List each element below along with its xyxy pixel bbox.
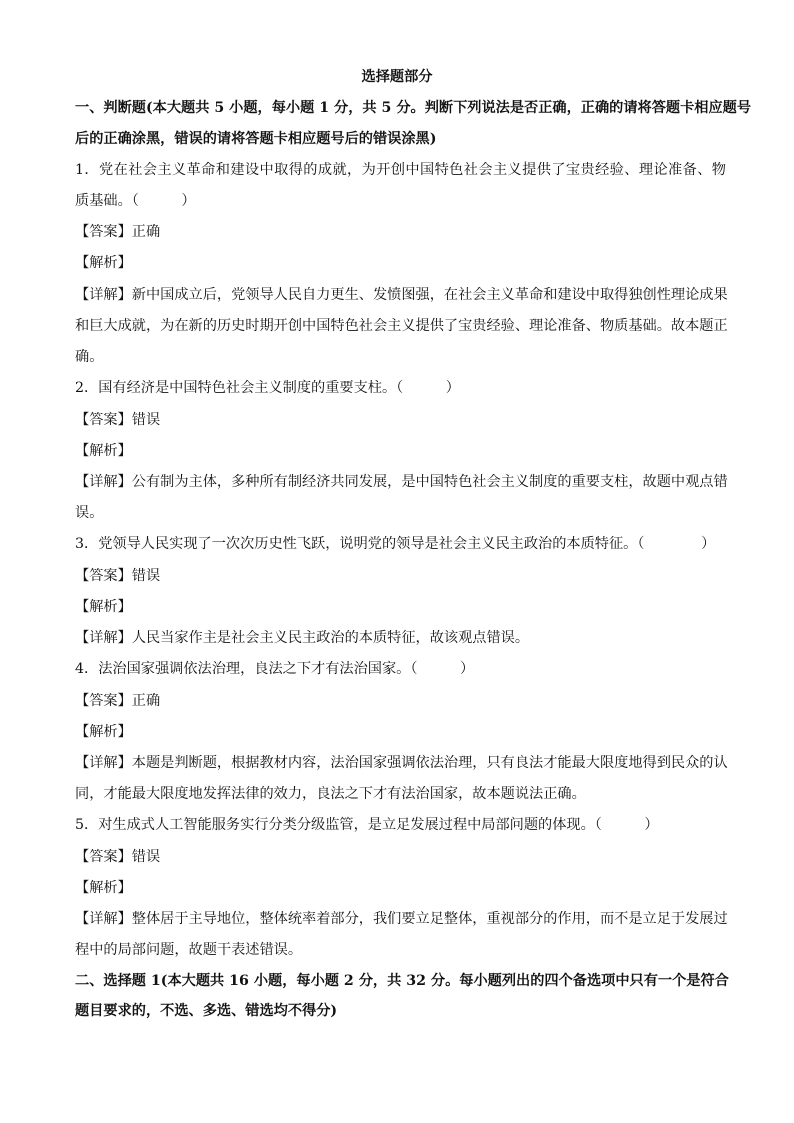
question-2-detail-line1 [75, 470, 726, 494]
question-1-stem-line1: 1．党在社会主义革命和建设中取得的成就，为开创中国特色社会主义提供了宝贵经验、理论准备、物 [75, 162, 726, 178]
detail-tag: 【详解】 [75, 287, 132, 303]
question-3-analysis-tag: 【解析】 [75, 599, 132, 615]
answer-tag: 【答案】 [75, 568, 132, 584]
section2-heading-line2: 题目要求的，不选、多选、错选均不得分) [75, 1003, 338, 1019]
detail-tag: 【详解】 [75, 755, 132, 771]
question-1-detail-line1 [75, 283, 726, 307]
question-3-detail-line1 [75, 626, 726, 650]
question-1-answer [75, 220, 726, 244]
question-4-detail-line2: 同，才能最大限度地发挥法律的效力，良法之下才有法治国家，故本题说法正确。 [75, 786, 586, 802]
answer-value: 错误 [131, 849, 161, 865]
detail-tag: 【详解】 [75, 474, 132, 490]
question-5-detail-line1 [75, 907, 726, 931]
answer-tag: 【答案】 [75, 412, 132, 428]
question-3-answer [75, 564, 726, 588]
detail-text: 整体居于主导地位，整体统率着部分，我们要立足整体，重视部分的作用，而不是立足于发展过 [131, 911, 728, 927]
section1-heading-line1: 一、判断题(本大题共 5 小题，每小题 1 分，共 5 分。判断下列说法是否正确，正确的请将答题卡相应题号 [75, 100, 752, 116]
answer-tag: 【答案】 [75, 849, 132, 865]
detail-text: 本题是判断题，根据教材内容，法治国家强调依法治理，只有良法才能最大限度地得到民众的认 [131, 755, 728, 771]
question-5-detail-line2: 程中的局部问题，故题干表述错误。 [75, 942, 303, 958]
section1-heading-line2: 后的正确涂黑，错误的请将答题卡相应题号后的错误涂黑) [75, 131, 437, 147]
question-5-answer [75, 845, 726, 869]
detail-text: 公有制为主体，多种所有制经济共同发展，是中国特色社会主义制度的重要支柱，故题中观点错 [131, 474, 728, 490]
question-1-stem-line2: 质基础。（ ） [75, 193, 196, 209]
page-title: 选择题部分 [361, 69, 433, 85]
answer-tag: 【答案】 [75, 693, 132, 709]
answer-value: 错误 [131, 568, 161, 584]
detail-text: 人民当家作主是社会主义民主政治的本质特征，故该观点错误。 [131, 630, 530, 646]
question-1-detail-line3: 确。 [75, 349, 104, 365]
question-4-analysis-tag: 【解析】 [75, 724, 132, 740]
question-1-analysis-tag: 【解析】 [75, 255, 132, 271]
detail-tag: 【详解】 [75, 911, 132, 927]
question-1-detail-line2: 和巨大成就，为在新的历史时期开创中国特色社会主义提供了宝贵经验、理论准备、物质基础。故本题正 [75, 318, 728, 334]
section2-heading-line1: 二、选择题 1(本大题共 16 小题，每小题 2 分，共 32 分。每小题列出的四个备选项中只有一个是符合 [75, 973, 729, 989]
question-2-stem: 2．国有经济是中国特色社会主义制度的重要支柱。（ ） [75, 380, 460, 396]
question-2-analysis-tag: 【解析】 [75, 443, 132, 459]
answer-tag: 【答案】 [75, 224, 132, 240]
question-2-detail-line2: 误。 [75, 505, 104, 521]
question-4-stem: 4．法治国家强调依法治理，良法之下才有法治国家。（ ） [75, 661, 475, 677]
question-4-detail-line1 [75, 751, 726, 775]
question-4-answer [75, 689, 726, 713]
answer-value: 正确 [131, 224, 161, 240]
answer-value: 正确 [131, 693, 161, 709]
question-2-answer [75, 408, 726, 432]
detail-tag: 【详解】 [75, 630, 132, 646]
question-3-stem: 3．党领导人民实现了一次次历史性飞跃，说明党的领导是社会主义民主政治的本质特征。（ ） [75, 536, 716, 552]
answer-value: 错误 [131, 412, 161, 428]
question-5-analysis-tag: 【解析】 [75, 880, 132, 896]
detail-text: 新中国成立后，党领导人民自力更生、发愤图强，在社会主义革命和建设中取得独创性理论成果 [131, 287, 728, 303]
question-5-stem: 5．对生成式人工智能服务实行分类分级监管，是立足发展过程中局部问题的体现。（ ） [75, 817, 659, 833]
